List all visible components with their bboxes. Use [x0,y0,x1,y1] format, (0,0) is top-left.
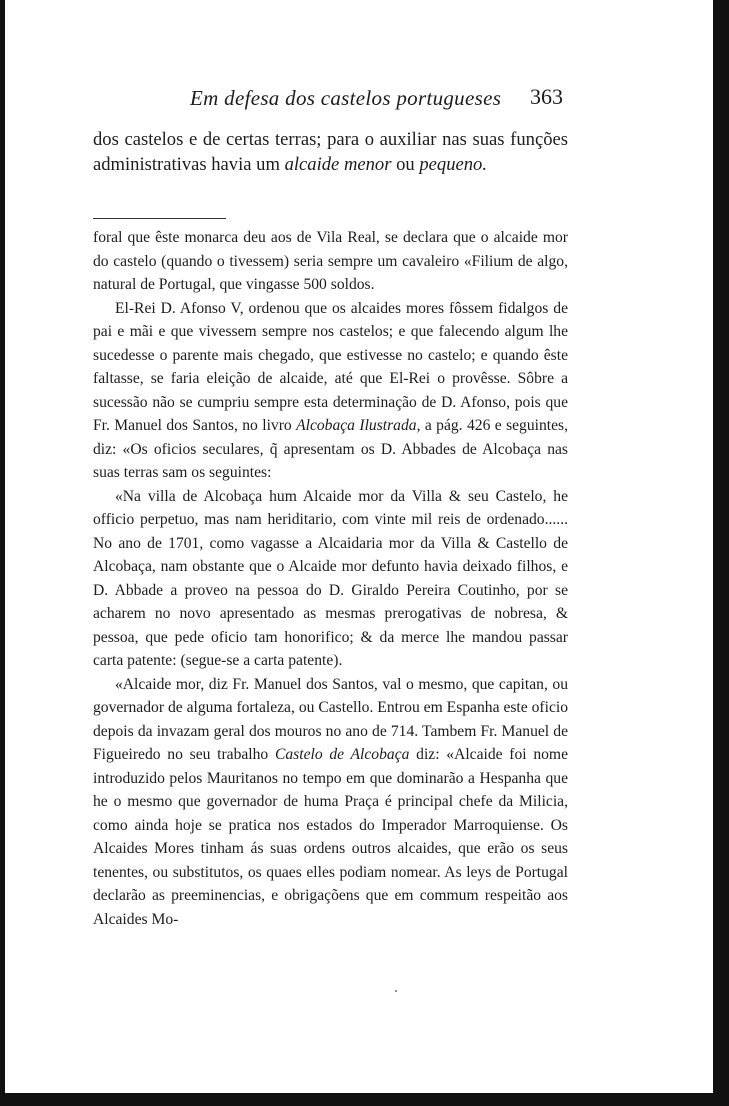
footnote-divider [93,218,226,219]
footnote-text-run-italic: Alcobaça Ilustrada [296,417,417,434]
footnote-paragraph [93,673,568,932]
footnote-text-run: , a pág. 426 e seguintes, diz: «Os oficios seculares, q̃ apresentam os D. Abbades de Alcobaça nas suas terras sam os seguintes: [93,417,569,481]
main-text-run-italic: pequeno. [419,153,487,175]
scan-edge-bottom [0,1093,729,1106]
scan-edge-right [713,0,729,1106]
page-number: 363 [530,84,563,109]
footnote-text-run-italic: Castelo de Alcobaça [274,746,410,763]
footnotes [93,226,568,931]
main-text-run: dos castelos e de certas terras; para o auxiliar nas suas funções administrativas havia um [93,129,568,175]
footnote-text-run: «Na villa de Alcobaça hum Alcaide mor da Villa & seu Castelo, he officio perpetuo, mas nam heriditario, com vinte mil reis de ordenado...... No ano de 1701, como vagasse a Alcaidaria mor da Villa & Castello de Alcobaça, nam obstante que o Alcaide mor defunto havia deixado filhos, e D. Abbade a proveo na pessoa do D. Giraldo Pereira Coutinho, por se acharem no novo apresentado as mesmas prerogativas de nobresa, & pessoa, que pede oficio tam honorifico; & da merce lhe mandou passar carta patente: (segue-se a carta patente). [93,487,568,669]
footnote-text-run: El-Rei D. Afonso V, ordenou que os alcaides mores fôssem fidalgos de pai e mãi e que vivessem sempre nos castelos; e que falecendo algum lhe sucedesse o parente mais chegado, que estivesse no castelo; e quando êste faltasse, se faria eleição de alcaide, até que El-Rei o provêsse. Sôbre a sucessão não se cumpriu sempre esta determinação de D. Afonso, pois que Fr. Manuel dos Santos, no livro [93,299,568,434]
footnote-text-run: «Alcaide mor, diz Fr. Manuel dos Santos, val o mesmo, que capitan, ou governador de alguma fortaleza, ou Castello. Entrou em Espanha este oficio depois da invazam geral dos mouros no ano de 714. Tambem Fr. Manuel de Figueiredo no seu trabalho [93,675,568,763]
footnote-text-run: diz: «Alcaide foi nome introduzido pelos Mauritanos no tempo em que dominarão a Hespanha que he o mesmo que governador de huma Praça é principal chefe da Milicia, como ainda hoje se pratica nos estados do Imperador Marroquiense. Os Alcaides Mores tinham ás suas ordens outros alcaides, que erão os seus tenentes, ou substitutos, os quaes elles podiam nomear. As leys de Portugal declarão as preeminencias, e obrigaçõens que em commum respeitão aos Alcaides Mo- [93,746,568,928]
footnote-text-run: foral que êste monarca deu aos de Vila Real, se declara que o alcaide mor do castelo (quando o tivessem) seria sempre um cavaleiro «Filium de algo, natural de Portugal, que vingasse 500 soldos. [93,229,568,293]
running-title: Em defesa dos castelos portugueses [190,86,502,110]
main-paragraph [93,128,568,177]
footnote-paragraph [93,485,568,673]
footnote-paragraph [93,226,568,297]
main-text-run: ou [391,153,420,175]
main-text-run-italic: alcaide menor [284,153,392,175]
footnote-paragraph [93,297,568,485]
scan-speck [395,990,397,992]
running-head [0,86,713,116]
